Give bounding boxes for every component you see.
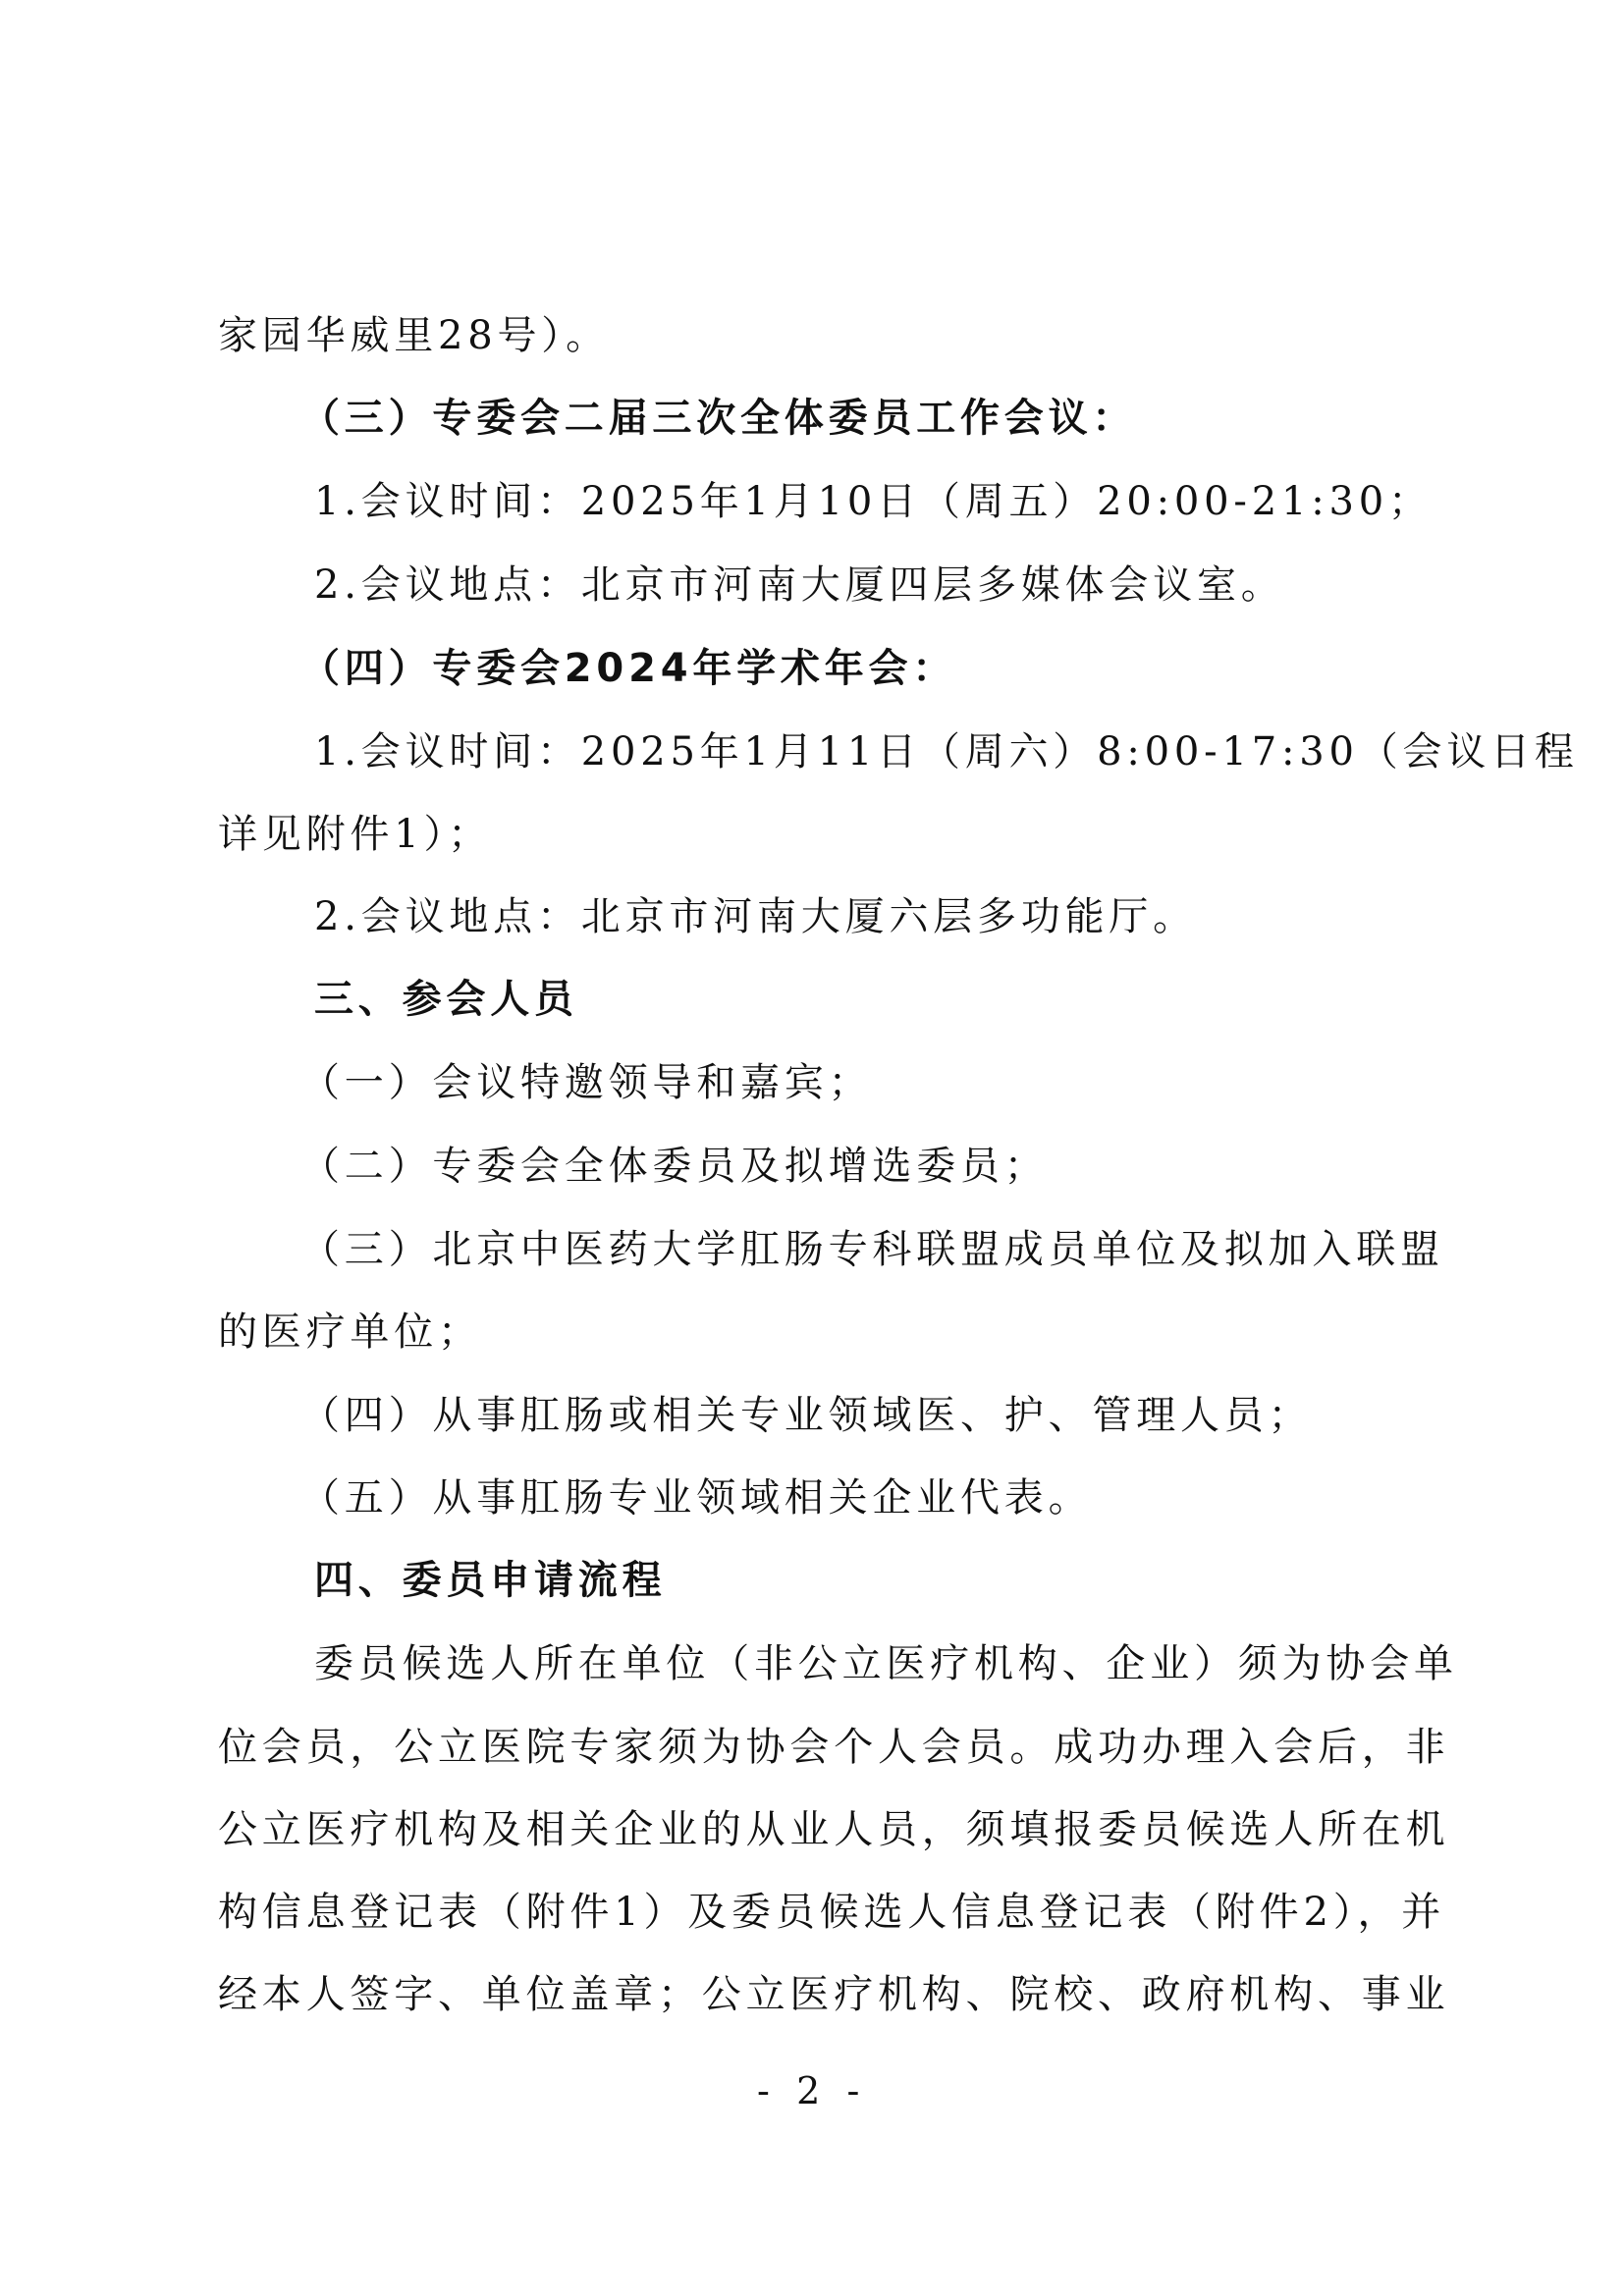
text-line: （四）从事肛肠或相关专业领域医、护、管理人员； [300,1393,1313,1438]
text-line: 公立医疗机构及相关企业的从业人员，须填报委员候选人所在机 [218,1807,1450,1852]
text-line: （二）专委会全体委员及拟增选委员； [300,1144,1049,1189]
text-line: 经本人签字、单位盖章；公立医疗机构、院校、政府机构、事业 [218,1972,1450,2017]
text-line: 2.会议地点：北京市河南大厦四层多媒体会议室。 [314,562,1285,608]
text-line: 的医疗单位； [218,1309,482,1355]
text-line: 位会员，公立医院专家须为协会个人会员。成功办理入会后，非 [218,1725,1450,1770]
section-heading: 三、参会人员 [314,977,578,1022]
text-line: （一）会议特邀领导和嘉宾； [300,1060,873,1105]
section-heading: 四、委员申请流程 [314,1558,667,1603]
text-line: 1.会议时间：2025年1月11日（周六）8:00-17:30（会议日程 [314,729,1579,774]
page-number: - 2 - [756,2069,867,2112]
subheading-line: （四）专委会2024年学术年会： [300,646,957,691]
text-line: 构信息登记表（附件1）及委员候选人信息登记表（附件2），并 [218,1890,1446,1935]
text-line: 2.会议地点：北京市河南大厦六层多功能厅。 [314,894,1197,939]
text-line: （五）从事肛肠专业领域相关企业代表。 [300,1475,1093,1521]
text-line: 委员候选人所在单位（非公立医疗机构、企业）须为协会单 [314,1641,1458,1686]
subheading-line: （三）专委会二届三次全体委员工作会议： [300,396,1137,441]
text-line: 1.会议时间：2025年1月10日（周五）20:00-21:30； [314,479,1433,524]
text-line: 家园华威里28号）。 [218,313,610,358]
text-line: 详见附件1）； [218,812,493,857]
text-line: （三）北京中医药大学肛肠专科联盟成员单位及拟加入联盟 [300,1227,1444,1272]
